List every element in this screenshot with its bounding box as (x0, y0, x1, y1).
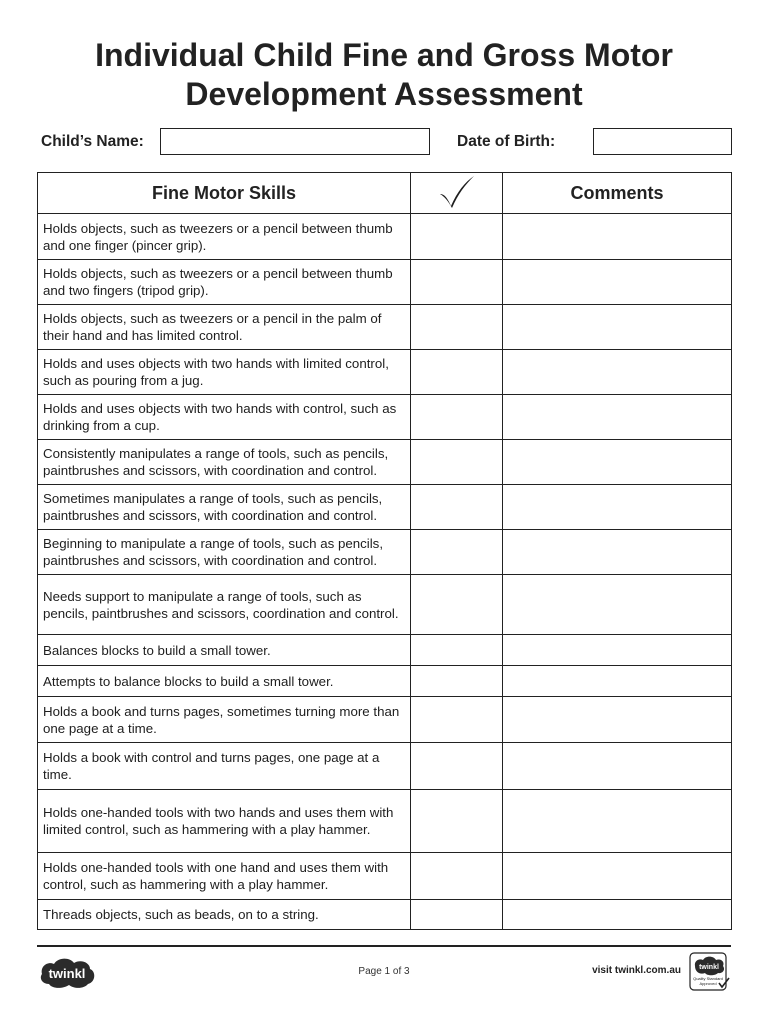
table-row (38, 790, 732, 853)
table-header-row (38, 173, 732, 214)
table-row (38, 260, 732, 305)
table-row (38, 743, 732, 790)
comment-cell[interactable] (503, 900, 732, 930)
comment-cell[interactable] (503, 395, 732, 440)
date-of-birth-field[interactable] (593, 128, 732, 155)
comment-cell[interactable] (503, 575, 732, 635)
page-number: Page 1 of 3 (358, 966, 410, 977)
comment-cell[interactable] (503, 485, 732, 530)
check-cell[interactable] (411, 395, 503, 440)
page-title-line-1: Individual Child Fine and Gross Motor (95, 37, 673, 73)
skill-description: Consistently manipulates a range of tools, such as pencils, paintbrushes and scissors, with coordination and control. (38, 440, 411, 485)
skill-description: Balances blocks to build a small tower. (38, 635, 411, 666)
skill-description: Holds and uses objects with two hands with control, such as drinking from a cup. (38, 395, 411, 440)
table-row (38, 395, 732, 440)
logo-text: twinkl (48, 966, 86, 981)
skill-description: Holds one-handed tools with two hands and uses them with limited control, such as hammering with a play hammer. (38, 790, 411, 853)
check-cell[interactable] (411, 305, 503, 350)
check-cell[interactable] (411, 666, 503, 697)
skill-description: Beginning to manipulate a range of tools, such as pencils, paintbrushes and scissors, with coordination and control. (38, 530, 411, 575)
check-cell[interactable] (411, 853, 503, 900)
table-row (38, 900, 732, 930)
check-cell[interactable] (411, 350, 503, 395)
badge-logo-text: twinkl (699, 964, 719, 971)
date-of-birth-label: Date of Birth: (457, 133, 556, 150)
check-cell[interactable] (411, 635, 503, 666)
check-cell[interactable] (411, 697, 503, 743)
comment-cell[interactable] (503, 260, 732, 305)
check-cell[interactable] (411, 743, 503, 790)
check-cell[interactable] (411, 260, 503, 305)
check-cell[interactable] (411, 214, 503, 260)
skill-description: Holds objects, such as tweezers or a pencil between thumb and one finger (pincer grip). (38, 214, 411, 260)
table-row (38, 485, 732, 530)
check-cell[interactable] (411, 900, 503, 930)
comment-cell[interactable] (503, 350, 732, 395)
checkmark-icon (437, 175, 477, 211)
skill-description: Threads objects, such as beads, on to a string. (38, 900, 411, 930)
child-name-field[interactable] (160, 128, 430, 155)
comment-cell[interactable] (503, 305, 732, 350)
header-check (411, 173, 503, 214)
comment-cell[interactable] (503, 666, 732, 697)
skill-description: Attempts to balance blocks to build a small tower. (38, 666, 411, 697)
table-row (38, 697, 732, 743)
quality-standard-badge-icon (689, 952, 733, 992)
check-cell[interactable] (411, 485, 503, 530)
table-row (38, 635, 732, 666)
skill-description: Holds objects, such as tweezers or a pencil between thumb and two fingers (tripod grip). (38, 260, 411, 305)
comment-cell[interactable] (503, 530, 732, 575)
skill-description: Needs support to manipulate a range of tools, such as pencils, paintbrushes and scissors, coordination and control. (38, 575, 411, 635)
skill-description: Holds objects, such as tweezers or a pencil in the palm of their hand and has limited control. (38, 305, 411, 350)
child-name-label: Child’s Name: (41, 133, 144, 150)
skill-description: Sometimes manipulates a range of tools, such as pencils, paintbrushes and scissors, with coordination and control. (38, 485, 411, 530)
check-cell[interactable] (411, 440, 503, 485)
comment-cell[interactable] (503, 853, 732, 900)
comment-cell[interactable] (503, 440, 732, 485)
table-row (38, 530, 732, 575)
footer-divider (37, 945, 731, 947)
skill-description: Holds and uses objects with two hands with limited control, such as pouring from a jug. (38, 350, 411, 395)
comment-cell[interactable] (503, 790, 732, 853)
skill-description: Holds one-handed tools with one hand and uses them with control, such as hammering with a play hammer. (38, 853, 411, 900)
comment-cell[interactable] (503, 697, 732, 743)
skill-description: Holds a book and turns pages, sometimes turning more than one page at a time. (38, 697, 411, 743)
table-row (38, 440, 732, 485)
table-row (38, 853, 732, 900)
page-title-line-2: Development Assessment (185, 76, 583, 112)
header-fine-motor-skills: Fine Motor Skills (38, 173, 411, 214)
table-row (38, 214, 732, 260)
check-cell[interactable] (411, 575, 503, 635)
header-comments: Comments (503, 173, 732, 214)
comment-cell[interactable] (503, 214, 732, 260)
comment-cell[interactable] (503, 635, 732, 666)
check-cell[interactable] (411, 530, 503, 575)
badge-caption-1: Quality Standard (693, 976, 723, 981)
fine-motor-skills-table (37, 172, 732, 930)
table-row (38, 305, 732, 350)
comment-cell[interactable] (503, 743, 732, 790)
page-title (0, 36, 768, 114)
table-row (38, 350, 732, 395)
badge-caption-2: Approved (699, 981, 717, 986)
website-link[interactable]: visit twinkl.com.au (592, 965, 681, 976)
check-cell[interactable] (411, 790, 503, 853)
table-row (38, 666, 732, 697)
skill-description: Holds a book with control and turns pages, one page at a time. (38, 743, 411, 790)
table-row (38, 575, 732, 635)
